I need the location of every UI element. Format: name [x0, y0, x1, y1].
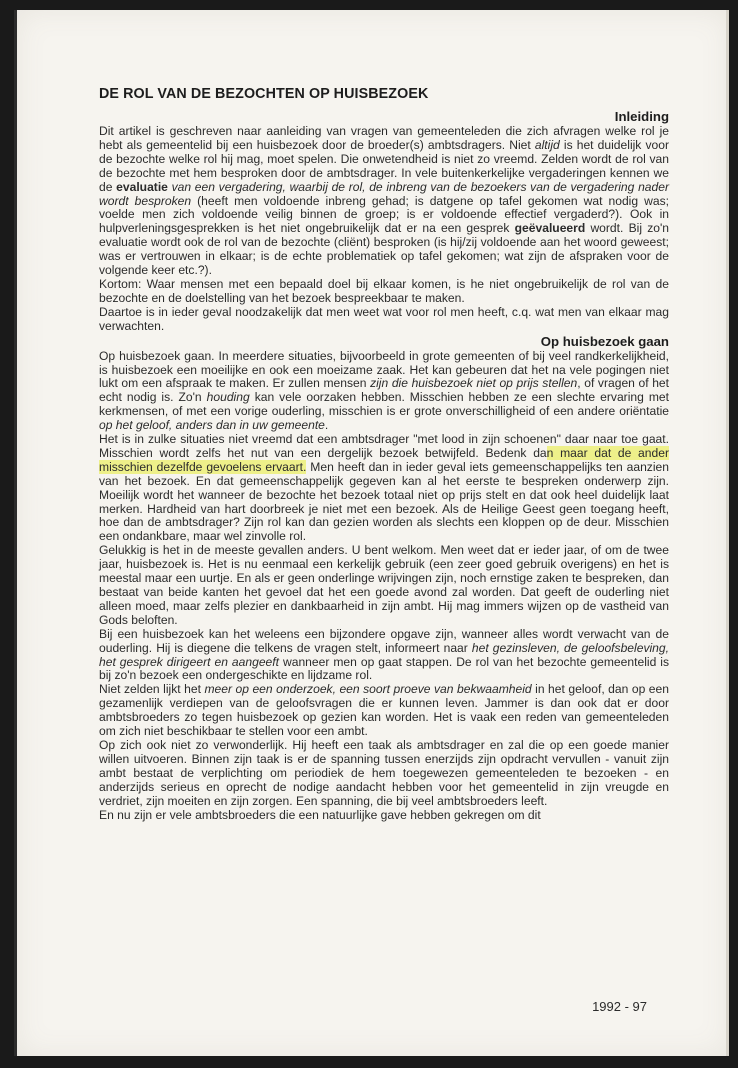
paragraph — [99, 809, 669, 823]
text-run: Het is in zulke situaties niet vreemd dat een ambtsdrager "met lood in zijn schoenen" daar naar toe gaat. Misschien wordt zelfs het nut van een dergelijk bezoek betwijfeld. Bedenk da — [99, 432, 669, 460]
paragraph — [99, 739, 669, 809]
text-run: op het geloof, anders dan in uw gemeente — [99, 418, 325, 433]
text-run: Gelukkig is het in de meeste gevallen anders. U bent welkom. Men weet dat er ieder jaar, of om de twee jaar, huisbezoek is. Het is nu eenmaal een kerkelijk gebruik (een zeer goed gebruik overigens) en het is meestal maar een uurtje. En als er geen onderlinge wrijvingen zijn, noch ernstige zaken te bespreken, dan bestaat van beide kanten het gevoel dat het een goede avond zal worden. Dat geeft de ouderling niet alleen moed, maar zelfs plezier en dankbaarheid in zijn ambt. Hij mag immers wijzen op de vastheid van Gods beloften. — [99, 543, 669, 627]
paragraph — [99, 683, 669, 739]
page-number: 1992 - 97 — [592, 999, 647, 1014]
paragraph — [99, 278, 669, 306]
document-page — [14, 10, 729, 1056]
text-run: Kortom: Waar mensen met een bepaald doel bij elkaar komen, is he niet ongebruikelijk de rol van de bezochte en de doelstelling van het bezoek bespreekbaar te maken. — [99, 276, 669, 305]
text-run: . — [324, 418, 329, 433]
text-run: Daartoe is in ieder geval noodzakelijk dat men weet wat voor rol men heeft, c.q. wat men van elkaar mag verwachten. — [99, 304, 669, 333]
text-run: geëvalueerd — [514, 221, 586, 236]
paragraph — [99, 628, 669, 684]
text-run: wanneer men op gaat stappen. De rol van het bezochte gemeentelid is bij zo'n bezoek een ondergeschikte en lijdzame rol. — [99, 654, 670, 683]
highlighted-text: n maar dat de ander misschien dezelfde gevoelens ervaart. — [99, 445, 669, 474]
text-run: evaluatie — [116, 179, 168, 194]
article — [99, 86, 669, 822]
text-run: meer op een onderzoek, een soort proeve van bekwaamheid — [204, 682, 532, 697]
text-run: Niet zelden lijkt het — [99, 682, 205, 697]
paragraph — [99, 544, 669, 627]
text-run: in het geloof, dan op een gezamenlijk verdiepen van de geloofsvragen die er kunnen leven. Jammer is dan ook dat er door ambtsbroeders zo tegen huisbezoek op gezien kan worden. Het is vaak een reden van gemeenteleden om zich niet beschikbaar te stellen voor een ambt. — [99, 682, 669, 739]
text-run: , of vragen of het echt nodig is. Zo'n — [99, 376, 670, 405]
paragraph — [99, 433, 669, 544]
text-run: Men heeft dan in ieder geval iets gemeenschappelijks ten aanzien van het bezoek. En dat gemeenschappelijk gegeven kan al het eerste te bespreken onderwerp zijn. Moeilijk wordt het wanneer de bezochte het bezoek totaal niet op prijs stelt en dat ook heel duidelijk laat merken. Hardheid van hart doorbreek je niet met een bezoek. Als de Heilige Geest geen toegang heeft, hoe dan de ambtsdrager? Zijn rol kan dan gezien worden als slechts een kloppen op de deur. Misschien een ondankbare, maar wel zinvolle rol. — [99, 459, 669, 544]
page-edge — [726, 10, 729, 1056]
text-run: Bij een huisbezoek kan het weleens een bijzondere opgave zijn, wanneer alles wordt verwacht van de ouderling. Hij is diegene die telkens de vragen stelt, informeert naar — [99, 626, 669, 655]
article-title: DE ROL VAN DE BEZOCHTEN OP HUISBEZOEK — [99, 86, 429, 102]
text-run: Dit artikel is geschreven naar aanleiding van vragen van gemeenteleden die zich afvragen welke rol je hebt als gemeentelid bij een huisbezoek door de broeder(s) ambtsdragers. Niet — [99, 124, 669, 152]
text-run: altijd — [534, 137, 560, 152]
text-run: Op huisbezoek gaan. In meerdere situaties, bijvoorbeeld in grote gemeenten of bij veel randkerkelijkheid, is huisbezoek een moeilijke en ook een moeizame zaak. Het kan gebeuren dat het na vele pogingen niet lukt om een afspraak te maken. Er zullen mensen — [99, 348, 669, 391]
text-run: wordt. Bij zo'n evaluatie wordt ook de rol van de bezochte (cliënt) besproken (is hij/zij voldoende aan het woord geweest; was er vertrouwen in elkaar; is de echte problematiek op tafel gekomen; wat zijn de afspraken voor de volgende keer etc.?). — [99, 221, 670, 278]
section-heading: Inleiding — [614, 109, 669, 124]
paragraph — [99, 350, 669, 433]
text-run: is het duidelijk voor de bezochte welke rol hij mag, moet spelen. Die onwetendheid is niet zo vreemd. Zelden wordt de rol van de bezochte met hem besproken door de ambtsdrager. In vele buitenkerkelijke vergaderingen kennen we de — [99, 137, 670, 194]
text-run: En nu zijn er vele ambtsbroeders die een natuurlijke gave hebben gekregen om dit — [99, 807, 541, 822]
text-run: zijn die huisbezoek niet op prijs stellen — [370, 376, 578, 391]
paragraph — [99, 125, 669, 278]
text-run: houding — [206, 390, 250, 405]
paragraph — [99, 306, 669, 334]
text-run: kan vele oorzaken hebben. Misschien hebben ze een slechte ervaring met kerkmensen, of met een vorige ouderling, misschien is er grote onverschilligheid of een andere oriëntatie — [99, 390, 669, 419]
article-body — [99, 109, 669, 822]
text-run: Op zich ook niet zo verwonderlijk. Hij heeft een taak als ambtsdrager en zal die op een goede manier willen uitvoeren. Binnen zijn taak is er de spanning tussen enerzijds zijn opdracht vervullen - vanuit zijn ambt bestaat de verplichting om periodiek de hem toegewezen gemeenteleden te bezoeken - en anderzijds serieus en oprecht de nodige aandacht hebben voor het gemeentelid in zijn vreugde en verdriet, zijn moeiten en zijn zorgen. Een spanning, die bij veel ambtsbroeders leeft. — [99, 737, 669, 808]
section-heading: Op huisbezoek gaan — [540, 333, 669, 349]
text-run: van een vergadering, waarbij de rol, de inbreng van de bezoekers van de vergadering nader wordt besproken — [99, 179, 669, 208]
text-run: het gezinsleven, de geloofsbeleving, het gesprek dirigeert en aangeeft — [99, 640, 669, 669]
text-run: (heeft men voldoende inbreng gehad; is datgene op tafel gekomen wat nodig was; voelde men zich voldoende veilig binnen de groep; is er voldoende effectief vergaderd?). Ook in hulpverleningsgesprekken is het niet ongebruikelijk dat er na een gesprek — [99, 193, 669, 236]
